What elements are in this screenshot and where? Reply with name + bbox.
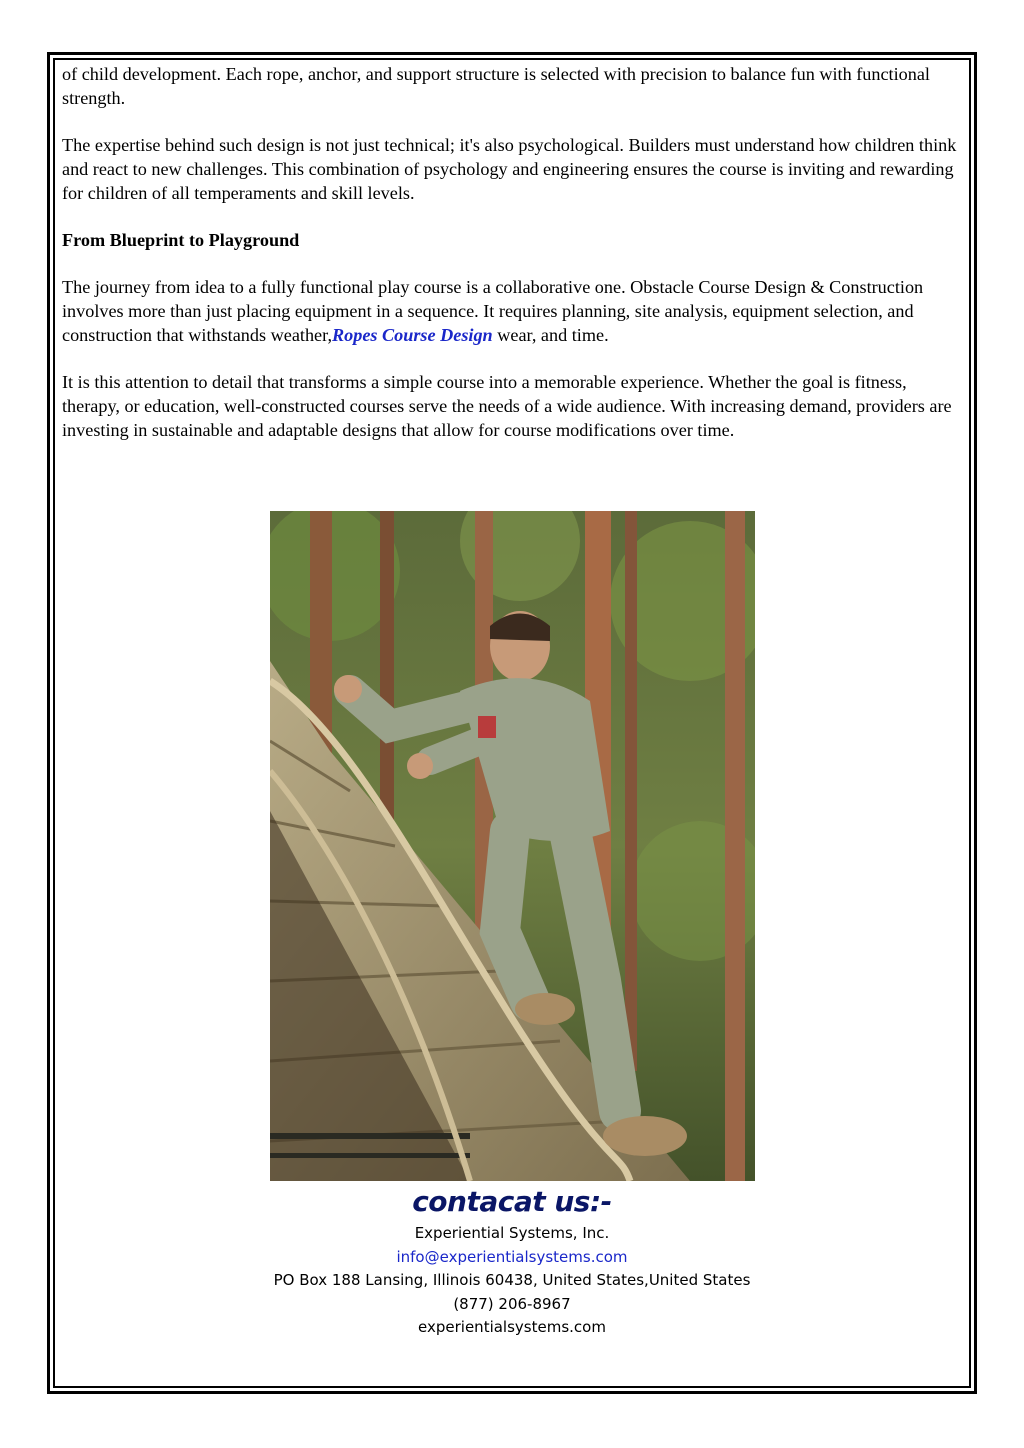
contact-address: PO Box 188 Lansing, Illinois 60438, United States,United States	[273, 1271, 751, 1289]
article-paragraph-4: It is this attention to detail that transforms a simple course into a memorable experience. Whether the goal is fitness, therapy, or education, well-constructed courses serve the needs of a wide audience. With increasing demand, providers are investing in sustainable and adaptable designs that allow for course modifications over time.	[62, 372, 952, 440]
section-heading: From Blueprint to Playground	[62, 230, 300, 250]
contact-section	[62, 1182, 962, 1340]
article-paragraph-2: The expertise behind such design is not just technical; it's also psychological. Builders must understand how children think and react to new challenges. This combination of psychology and engineering ensures the course is inviting and rewarding for children of all temperaments and skill levels.	[62, 135, 957, 203]
contact-email-line	[62, 1246, 962, 1270]
contact-heading: contacat us:-	[412, 1185, 612, 1218]
contact-email-link[interactable]: info@experientialsystems.com	[396, 1247, 628, 1266]
article-paragraph-1: of child development. Each rope, anchor, and support structure is selected with precision to balance fun with functional strength.	[62, 64, 930, 108]
contact-company: Experiential Systems, Inc.	[414, 1224, 610, 1242]
paragraph-3-text-after: wear, and time.	[492, 325, 609, 345]
article-body	[62, 62, 962, 465]
contact-website: experientialsystems.com	[418, 1318, 606, 1336]
photo-soldier-climbing-rope-wall	[270, 511, 755, 1181]
ropes-course-design-link[interactable]: Ropes Course Design	[332, 325, 493, 345]
photo-illustration	[270, 511, 755, 1181]
article-paragraph-3	[62, 275, 962, 347]
contact-phone: (877) 206-8967	[453, 1294, 571, 1313]
paragraph-3-text-before: The journey from idea to a fully functional play course is a collaborative one. Obstacle Course Design & Construction involves more than just placing equipment in a sequence. It requires planning, site analysis, equipment selection, and construction that withstands weather,	[62, 277, 924, 345]
